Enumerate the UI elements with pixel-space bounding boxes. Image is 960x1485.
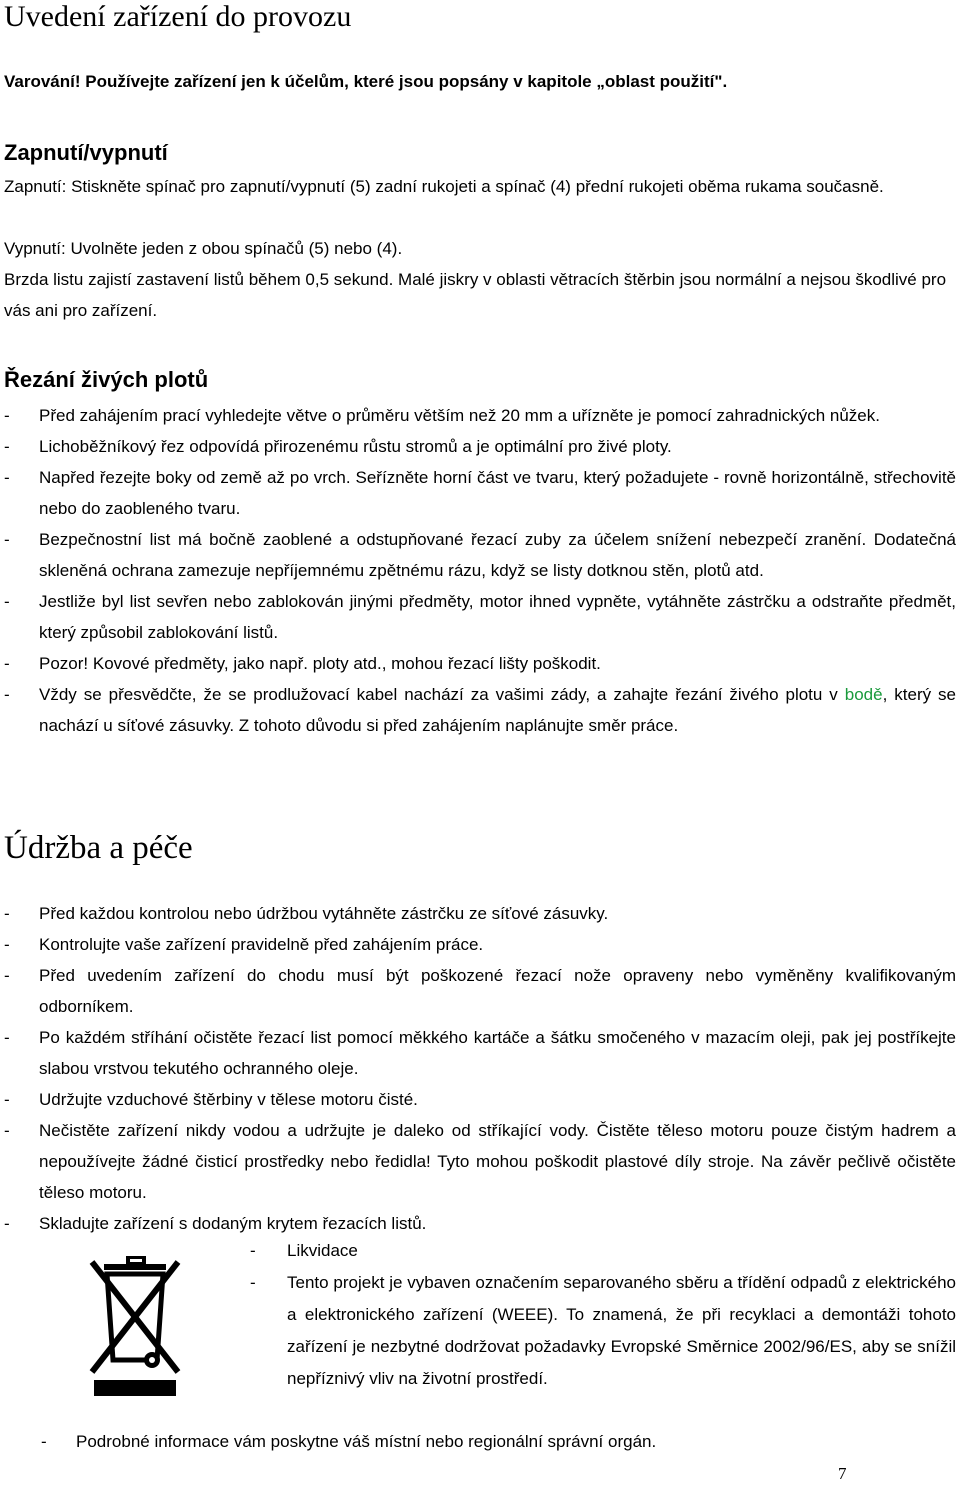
list-item: - Před každou kontrolou nebo údržbou vytáhněte zástrčku ze síťové zásuvky. <box>4 898 956 929</box>
last-item-pre: Vždy se přesvědčte, že se prodlužovací kabel nachází za vašimi zády, a zahajte řezání živého plotu v <box>39 685 845 704</box>
list-item <box>4 679 956 741</box>
heading-setup: Uvedení zařízení do provozu <box>4 0 352 33</box>
heading-power: Zapnutí/vypnutí <box>4 140 168 165</box>
last-item-post: , který se nachází u síťové zásuvky. Z tohoto důvodu si před zahájením naplánujte směr práce. <box>39 685 957 735</box>
list-item: - Před zahájením prací vyhledejte větve o průměru větším než 20 mm a uřízněte je pomocí zahradnických nůžek. <box>4 400 956 431</box>
list-item: - Po každém stříhání očistěte řezací list pomocí měkkého kartáče a šátku smočeného v mazacím oleji, pak jej postříkejte slabou vrstvou tekutého ochranného oleje. <box>4 1022 956 1084</box>
list-item: - Skladujte zařízení s dodaným krytem řezacích listů. <box>4 1208 956 1239</box>
disposal-final-list <box>41 1426 956 1457</box>
heading-maintenance: Údržba a péče <box>4 830 193 866</box>
power-on-text: Zapnutí: Stiskněte spínač pro zapnutí/vypnutí (5) zadní rukojeti a spínač (4) přední rukojeti oběma rukama současně. <box>4 177 884 196</box>
weee-crossed-bin-icon <box>80 1252 190 1402</box>
list-item: - Tento projekt je vybaven označením separovaného sběru a třídění odpadů z elektrického a elektronického zařízení (WEEE). To znamená, že při recyklaci a demontáži tohoto zařízení je nezbytné dodržovat požadavky Evropské Směrnice 2002/96/ES, aby se snížil nepříznivý vliv na životní prostředí. <box>250 1267 956 1395</box>
list-item: - Bezpečnostní list má bočně zaoblené a odstupňované řezací zuby za účelem snížení nebezpečí zranění. Dodatečná skleněná ochrana zamezuje nepříjemnému zpětnému rázu, když se listy dotknou stěn, plotů atd. <box>4 524 956 586</box>
heading-cutting: Řezání živých plotů <box>4 367 209 392</box>
warning-text: Varování! Používejte zařízení jen k účelům, které jsou popsány v kapitole „oblast použití". <box>4 72 728 91</box>
list-item: - Před uvedením zařízení do chodu musí být poškozené řezací nože opraveny nebo vyměněny kvalifikovaným odborníkem. <box>4 960 956 1022</box>
list-item: - Kontrolujte vaše zařízení pravidelně před zahájením práce. <box>4 929 956 960</box>
last-item-green: bodě <box>844 685 883 704</box>
list-item: - Nečistěte zařízení nikdy vodou a udržujte je daleko od stříkající vody. Čistěte těleso motoru pouze čistým hadrem a nepoužívejte žádné čisticí prostředky nebo ředidla! Tyto mohou poškodit plastové díly stroje. Na závěr pečlivě očistěte těleso motoru. <box>4 1115 956 1208</box>
list-item: - Udržujte vzduchové štěrbiny v tělese motoru čisté. <box>4 1084 956 1115</box>
brake-text: Brzda listu zajistí zastavení listů během 0,5 sekund. Malé jiskry v oblasti větracích štěrbin jsou normální a nejsou škodlivé pro vás ani pro zařízení. <box>4 270 947 320</box>
list-item: - Likvidace <box>250 1235 956 1267</box>
power-off-text: Vypnutí: Uvolněte jeden z obou spínačů (5) nebo (4). <box>4 239 403 258</box>
list-item: - Jestliže byl list sevřen nebo zablokován jinými předměty, motor ihned vypněte, vytáhněte zástrčku a odstraňte předmět, který způsobil zablokování listů. <box>4 586 956 648</box>
page-number: 7 <box>838 1464 847 1483</box>
list-item: - Pozor! Kovové předměty, jako např. ploty atd., mohou řezací lišty poškodit. <box>4 648 956 679</box>
maintenance-list <box>4 898 956 1239</box>
list-item: - Lichoběžníkový řez odpovídá přirozenému růstu stromů a je optimální pro živé ploty. <box>4 431 956 462</box>
list-item: - Napřed řezejte boky od země až po vrch. Seřízněte horní část ve tvaru, který požadujete - rovně horizontálně, střechovitě nebo do zaobleného tvaru. <box>4 462 956 524</box>
cutting-list <box>4 400 956 741</box>
list-item: - Podrobné informace vám poskytne váš místní nebo regionální správní orgán. <box>41 1426 956 1457</box>
disposal-list <box>250 1235 956 1395</box>
